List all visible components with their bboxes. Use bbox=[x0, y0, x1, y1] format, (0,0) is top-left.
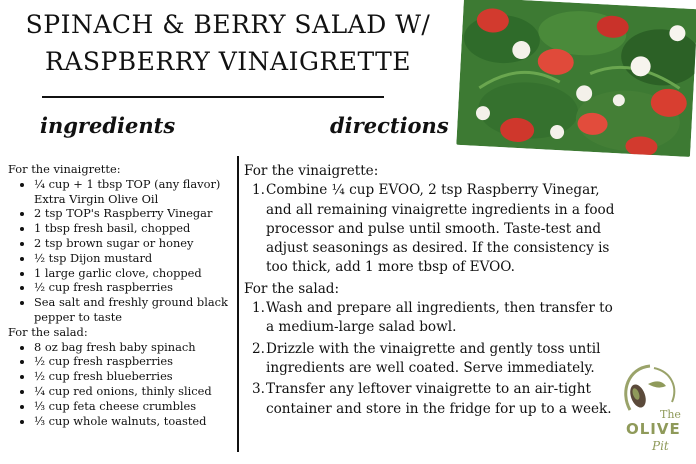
step-number: 1. bbox=[252, 300, 265, 317]
list-item: • ½ cup fresh blueberries bbox=[34, 369, 230, 384]
logo-olive-text: OLIVE bbox=[626, 420, 681, 438]
list-item: • ¼ cup red onions, thinly sliced bbox=[34, 384, 230, 399]
step-text: Transfer any leftover vinaigrette to an air-tight container and store in the fridge for up to a week. bbox=[266, 381, 612, 417]
recipe-title-line-2: RASPBERRY VINAIGRETTE bbox=[44, 47, 412, 76]
list-item: • ⅓ cup whole walnuts, toasted bbox=[34, 414, 230, 429]
direction-step bbox=[244, 380, 616, 419]
logo-the-text: The bbox=[660, 408, 681, 421]
list-item: • 2 tsp TOP's Raspberry Vinegar bbox=[34, 206, 230, 221]
vinaigrette-ingredients bbox=[8, 177, 230, 325]
salad-photo bbox=[456, 0, 696, 157]
list-item: • 2 tsp brown sugar or honey bbox=[34, 236, 230, 251]
step-number: 1. bbox=[252, 182, 265, 199]
list-item: • ¼ cup + 1 tbsp TOP (any flavor) Extra Virgin Olive Oil bbox=[34, 177, 230, 207]
list-item: • ½ tsp Dijon mustard bbox=[34, 251, 230, 266]
list-item: • 1 tbsp fresh basil, chopped bbox=[34, 221, 230, 236]
recipe-title bbox=[18, 6, 438, 80]
step-text: Combine ¼ cup EVOO, 2 tsp Raspberry Vinegar, and all remaining vinaigrette ingredients in a food processor and pulse until smooth. Taste-test and adjust seasonings as desired. If the consistency is too thick, add 1 more tbsp of EVOO. bbox=[266, 182, 615, 276]
step-number: 2. bbox=[252, 340, 265, 357]
list-item: • ½ cup fresh raspberries bbox=[34, 280, 230, 295]
list-item: • ½ cup fresh raspberries bbox=[34, 354, 230, 369]
ingredients-salad-label: For the salad: bbox=[8, 324, 88, 339]
ingredients-list bbox=[8, 162, 230, 428]
step-text: Drizzle with the vinaigrette and gently toss until ingredients are well coated. Serve immediately. bbox=[266, 340, 601, 376]
directions-vinaigrette-label: For the vinaigrette: bbox=[244, 163, 379, 179]
recipe-title-line-1: SPINACH & BERRY SALAD W/ bbox=[25, 10, 431, 39]
directions-heading: directions bbox=[330, 113, 449, 138]
direction-step bbox=[244, 299, 616, 338]
column-divider bbox=[237, 156, 239, 452]
salad-photo-image bbox=[456, 0, 696, 157]
step-text: Wash and prepare all ingredients, then transfer to a medium-large salad bowl. bbox=[266, 300, 613, 336]
list-item: • 1 large garlic clove, chopped bbox=[34, 266, 230, 281]
list-item: • 8 oz bag fresh baby spinach bbox=[34, 340, 230, 355]
direction-step bbox=[244, 340, 616, 379]
ingredients-heading: ingredients bbox=[40, 113, 176, 138]
logo-pit-text: Pit bbox=[652, 439, 669, 453]
salad-steps bbox=[244, 299, 616, 419]
list-item: • Sea salt and freshly ground black pepper to taste bbox=[34, 295, 230, 325]
vinaigrette-steps bbox=[244, 181, 616, 277]
directions-salad-label: For the salad: bbox=[244, 280, 340, 297]
list-item: • ⅓ cup feta cheese crumbles bbox=[34, 399, 230, 414]
step-number: 3. bbox=[252, 381, 265, 398]
olive-pit-logo bbox=[614, 358, 690, 454]
direction-step bbox=[244, 181, 616, 277]
olive-pit-logo-icon bbox=[614, 358, 690, 454]
ingredients-vinaigrette-label: For the vinaigrette: bbox=[8, 162, 121, 176]
directions-list bbox=[244, 162, 616, 421]
title-underline bbox=[42, 96, 384, 98]
salad-ingredients bbox=[8, 340, 230, 429]
